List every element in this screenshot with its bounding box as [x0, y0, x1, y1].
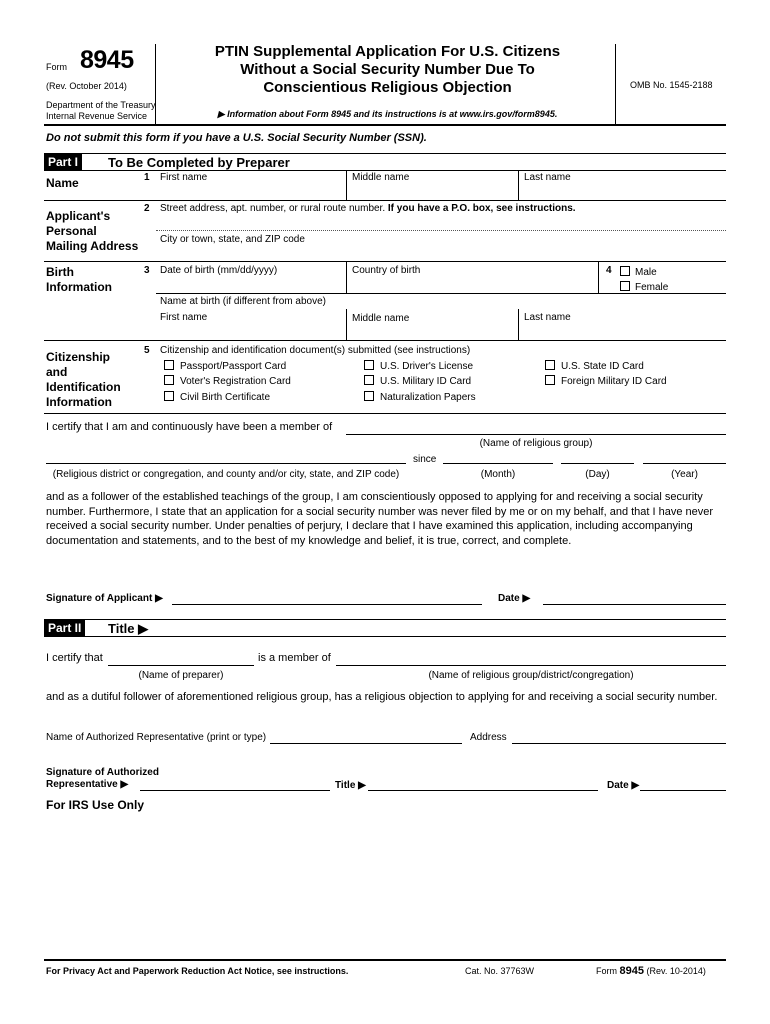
part1-title: To Be Completed by Preparer: [108, 155, 290, 170]
certify-text: I certify that I am and continuously have been a member of: [46, 421, 333, 433]
birth-section-label: [46, 265, 112, 295]
voter-registration-checkbox[interactable]: [164, 375, 174, 385]
naturalization-label: Naturalization Papers: [380, 392, 476, 403]
preparer-name-field[interactable]: [108, 665, 254, 666]
footer-rule: [44, 959, 726, 961]
since-year-field[interactable]: [643, 463, 726, 464]
rep-name-field[interactable]: [270, 743, 462, 744]
header-divider-left: [155, 44, 156, 124]
naturalization-checkbox[interactable]: [364, 391, 374, 401]
applicant-signature-field[interactable]: [172, 604, 482, 605]
name-at-birth-label: Name at birth (if different from above): [160, 296, 326, 307]
is-member-of-label: is a member of: [258, 652, 331, 664]
foreign-military-id-label: Foreign Military ID Card: [561, 376, 667, 387]
drivers-license-label: U.S. Driver's License: [380, 361, 474, 372]
line2-number: 2: [144, 203, 150, 214]
state-id-label: U.S. State ID Card: [561, 361, 644, 372]
line5-number: 5: [144, 345, 150, 356]
dob-label: Date of birth (mm/dd/yyyy): [160, 265, 278, 276]
state-id-checkbox[interactable]: [545, 360, 555, 370]
catalog-number: Cat. No. 37763W: [465, 966, 535, 976]
part2-top-rule: [44, 619, 726, 620]
department: [46, 100, 156, 122]
title-line2: Without a Social Security Number Due To: [240, 61, 535, 78]
applicant-date-label: Date ▶: [498, 593, 531, 604]
line1-number: 1: [144, 172, 150, 183]
part1-label: Part I: [44, 154, 82, 170]
footer-form-suffix: (Rev. 10-2014): [643, 966, 706, 976]
rep-signature-field[interactable]: [140, 790, 330, 791]
citizenship-section-label: [46, 350, 121, 410]
header-bottom-rule: [44, 124, 726, 126]
last-name-label: Last name: [524, 172, 571, 183]
military-id-checkbox[interactable]: [364, 375, 374, 385]
country-of-birth-label: Country of birth: [352, 265, 421, 276]
mailing-label-line2: Personal: [46, 224, 97, 238]
birth-section-rule: [44, 340, 726, 341]
rep-address-field[interactable]: [512, 743, 726, 744]
form-number: 8945: [80, 46, 134, 74]
citizenship-label-line1: Citizenship: [46, 350, 111, 364]
line4-number: 4: [606, 265, 612, 276]
voter-registration-label: Voter's Registration Card: [180, 376, 291, 387]
since-label: since: [413, 454, 437, 465]
rep-name-label: Name of Authorized Representative (print or type): [46, 732, 267, 743]
month-caption: (Month): [480, 469, 516, 480]
district-caption: (Religious district or congregation, and county and/or city, state, and ZIP code): [52, 469, 400, 480]
line3-number: 3: [144, 265, 150, 276]
street-rule: [156, 230, 726, 231]
privacy-notice: For Privacy Act and Paperwork Reduction Act Notice, see instructions.: [46, 966, 349, 976]
rep-signature-label: [46, 767, 159, 791]
mailing-section-label: [46, 209, 138, 254]
military-id-label: U.S. Military ID Card: [380, 376, 472, 387]
birth-middle-name-label: Middle name: [352, 313, 410, 324]
footer-form-prefix: Form: [596, 966, 620, 976]
part2-title-rule: [44, 636, 726, 637]
first-name-label: First name: [160, 172, 208, 183]
department-line2: Internal Revenue Service: [46, 111, 148, 121]
rep-title-field[interactable]: [368, 790, 598, 791]
civil-birth-certificate-label: Civil Birth Certificate: [180, 392, 271, 403]
citizenship-label-line3: Identification: [46, 380, 121, 394]
birth-label-line2: Information: [46, 280, 112, 294]
applicant-date-field[interactable]: [543, 604, 726, 605]
form-word: Form: [46, 62, 67, 72]
mailing-label-line1: Applicant's: [46, 209, 111, 223]
birth-last-name-label: Last name: [524, 312, 571, 323]
citizenship-section-rule: [44, 413, 726, 414]
certify-that-label: I certify that: [46, 652, 103, 664]
religious-group-field[interactable]: [346, 434, 726, 435]
declaration-paragraph: and as a follower of the established teachings of the group, I am conscientiously opposed to applying for and receiving a social security number. Furthermore, I state that an application for a social security number was never filed by me or on my behalf, and that I have never received a social security number. Under penalties of perjury, I declare that I have examined this application, including accompanying documentation and statements, and to the best of my knowledge and belief, it is true, correct, and complete.: [46, 491, 714, 547]
rep-signature-line2: Representative ▶: [46, 779, 129, 790]
footer-form-number: 8945: [619, 965, 644, 977]
part2-label: Part II: [44, 620, 85, 636]
info-line: ▶ Information about Form 8945 and its instructions is at www.irs.gov/form8945.: [217, 109, 558, 119]
street-label-text: Street address, apt. number, or rural route number.: [160, 203, 386, 214]
rep-date-field[interactable]: [640, 790, 726, 791]
birth-first-name-label: First name: [160, 312, 208, 323]
male-label: Male: [635, 267, 657, 278]
name-section-label: Name: [46, 176, 79, 190]
birth-divider-2: [598, 261, 599, 293]
part1-title-rule: [44, 170, 726, 171]
female-checkbox[interactable]: [620, 281, 630, 291]
po-box-note: If you have a P.O. box, see instructions.: [385, 203, 576, 214]
name-divider-1: [346, 170, 347, 200]
footer-form-id: [596, 965, 706, 977]
male-checkbox[interactable]: [620, 266, 630, 276]
day-caption: (Day): [585, 469, 610, 480]
civil-birth-certificate-checkbox[interactable]: [164, 391, 174, 401]
congregation-caption: (Name of religious group/district/congregation): [428, 670, 634, 681]
title-line3: Conscientious Religious Objection: [263, 79, 512, 96]
birth-name-divider-2: [518, 309, 519, 340]
mailing-row-rule: [44, 261, 726, 262]
line5-label: Citizenship and identification document(s) submitted (see instructions): [160, 345, 471, 356]
female-label: Female: [635, 282, 669, 293]
applicant-signature-label: Signature of Applicant ▶: [46, 593, 163, 604]
part2-title: Title ▶: [108, 621, 149, 636]
rep-date-label: Date ▶: [607, 780, 640, 791]
since-day-field[interactable]: [561, 463, 634, 464]
citizenship-label-line2: and: [46, 365, 68, 379]
part1-top-rule: [44, 153, 726, 154]
middle-name-label: Middle name: [352, 172, 410, 183]
rep-title-label: Title ▶: [335, 780, 366, 791]
passport-label: Passport/Passport Card: [180, 361, 287, 372]
since-month-field[interactable]: [443, 463, 553, 464]
name-row-rule: [44, 200, 726, 201]
rep-address-label: Address: [470, 732, 507, 743]
department-line1: Department of the Treasury: [46, 100, 156, 110]
irs-use-only: For IRS Use Only: [46, 798, 145, 812]
omb-number: OMB No. 1545-2188: [630, 80, 713, 90]
passport-checkbox[interactable]: [164, 360, 174, 370]
ssn-warning: Do not submit this form if you have a U.S. Social Security Number (SSN).: [46, 132, 427, 144]
title-line1: PTIN Supplemental Application For U.S. Citizens: [214, 43, 561, 60]
religious-congregation-field[interactable]: [336, 665, 726, 666]
birth-row-rule: [156, 293, 726, 294]
revision-date: (Rev. October 2014): [46, 81, 127, 91]
preparer-caption: (Name of preparer): [138, 670, 224, 681]
religious-group-caption: (Name of religious group): [479, 438, 593, 449]
birth-label-line1: Birth: [46, 265, 74, 279]
rep-signature-line1: Signature of Authorized: [46, 767, 159, 778]
foreign-military-id-checkbox[interactable]: [545, 375, 555, 385]
drivers-license-checkbox[interactable]: [364, 360, 374, 370]
form-title: [160, 43, 615, 97]
name-divider-2: [518, 170, 519, 200]
header-divider-right: [615, 44, 616, 124]
citizenship-label-line4: Information: [46, 395, 112, 409]
street-address-label: [160, 203, 576, 214]
birth-divider-1: [346, 261, 347, 293]
birth-name-divider-1: [346, 309, 347, 340]
city-state-zip-label: City or town, state, and ZIP code: [160, 234, 305, 245]
part2-paragraph: and as a dutiful follower of aforementioned religious group, has a religious objection to applying for and receiving a social security number.: [46, 691, 718, 703]
mailing-label-line3: Mailing Address: [46, 239, 139, 253]
religious-district-field[interactable]: [46, 463, 406, 464]
year-caption: (Year): [671, 469, 698, 480]
